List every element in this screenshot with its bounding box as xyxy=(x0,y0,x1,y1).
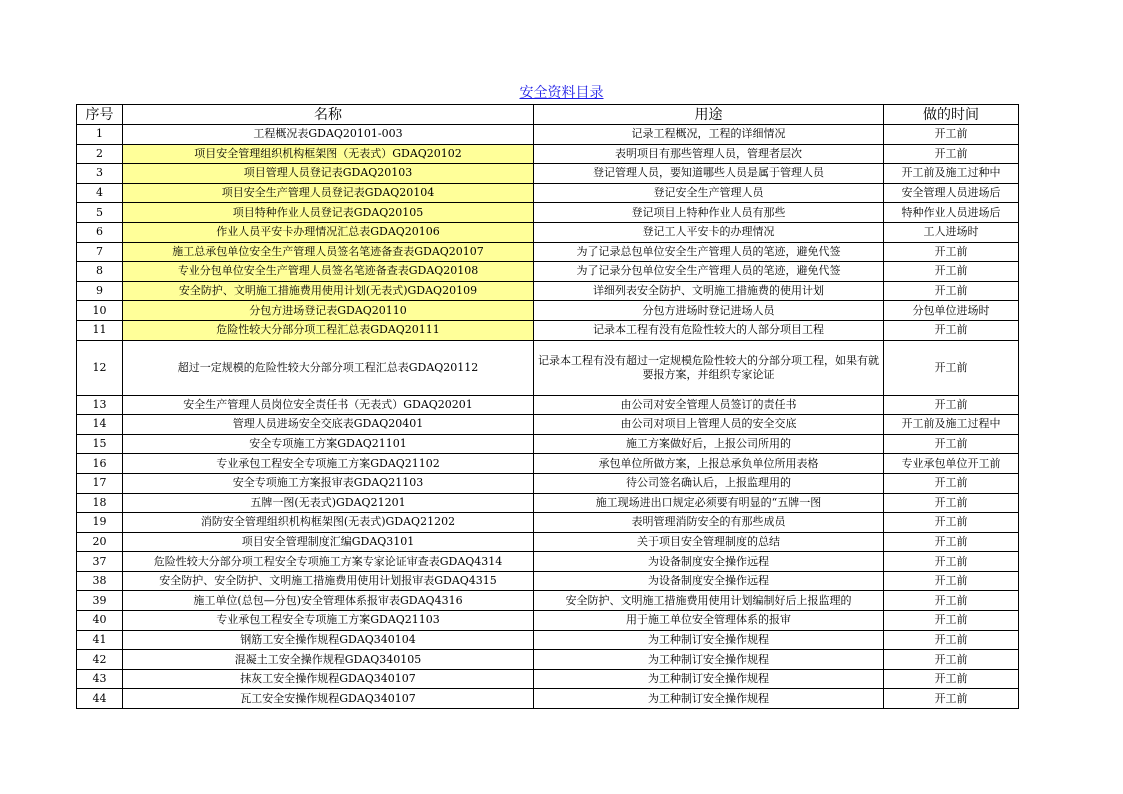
row-time-cell: 开工前 xyxy=(884,340,1019,395)
row-number-cell: 2 xyxy=(77,144,123,164)
row-use-cell: 记录本工程有没有危险性较大的人部分项目工程 xyxy=(534,320,884,340)
row-number-cell: 7 xyxy=(77,242,123,262)
row-name-cell: 专业分包单位安全生产管理人员签名笔迹备查表GDAQ20108 xyxy=(123,262,534,282)
row-name-cell: 安全防护、安全防护、文明施工措施费用使用计划报审表GDAQ4315 xyxy=(123,571,534,591)
row-number-cell: 43 xyxy=(77,669,123,689)
table-row xyxy=(77,611,1019,631)
row-number-cell: 19 xyxy=(77,513,123,533)
table-row xyxy=(77,591,1019,611)
row-name-cell: 施工单位(总包—分包)安全管理体系报审表GDAQ4316 xyxy=(123,591,534,611)
row-name-cell: 工程概况表GDAQ20101-003 xyxy=(123,125,534,145)
row-number-cell: 15 xyxy=(77,434,123,454)
row-number-cell: 1 xyxy=(77,125,123,145)
safety-catalog-title-link[interactable]: 安全资料目录 xyxy=(519,85,604,101)
row-name-cell: 项目安全生产管理人员登记表GDAQ20104 xyxy=(123,183,534,203)
row-time-cell: 开工前 xyxy=(884,650,1019,670)
table-row xyxy=(77,340,1019,395)
table-row xyxy=(77,552,1019,572)
row-name-cell: 项目管理人员登记表GDAQ20103 xyxy=(123,164,534,184)
row-use-cell: 施工方案做好后，上报公司所用的 xyxy=(534,434,884,454)
row-number-cell: 12 xyxy=(77,340,123,395)
row-number-cell: 8 xyxy=(77,262,123,282)
table-row xyxy=(77,415,1019,435)
row-time-cell: 开工前 xyxy=(884,532,1019,552)
row-number-cell: 38 xyxy=(77,571,123,591)
table-row xyxy=(77,532,1019,552)
table-row xyxy=(77,493,1019,513)
row-time-cell: 开工前 xyxy=(884,571,1019,591)
row-name-cell: 钢筋工安全操作规程GDAQ340104 xyxy=(123,630,534,650)
row-number-cell: 39 xyxy=(77,591,123,611)
row-time-cell: 开工前 xyxy=(884,281,1019,301)
table-row xyxy=(77,454,1019,474)
row-number-cell: 3 xyxy=(77,164,123,184)
row-number-cell: 18 xyxy=(77,493,123,513)
row-time-cell: 开工前 xyxy=(884,125,1019,145)
row-time-cell: 工人进场时 xyxy=(884,222,1019,242)
table-row xyxy=(77,301,1019,321)
row-name-cell: 五牌一图(无表式)GDAQ21201 xyxy=(123,493,534,513)
header-row xyxy=(77,105,1019,125)
row-time-cell: 专业承包单位开工前 xyxy=(884,454,1019,474)
row-use-cell: 为设备制度安全操作远程 xyxy=(534,552,884,572)
table-row xyxy=(77,669,1019,689)
row-use-cell: 登记管理人员，要知道哪些人员是属于管理人员 xyxy=(534,164,884,184)
row-use-cell: 安全防护、文明施工措施费用使用计划编制好后上报监理的 xyxy=(534,591,884,611)
row-name-cell: 安全防护、文明施工措施费用使用计划(无表式)GDAQ20109 xyxy=(123,281,534,301)
row-number-cell: 16 xyxy=(77,454,123,474)
header-name: 名称 xyxy=(123,105,534,125)
table-row xyxy=(77,513,1019,533)
row-use-cell: 关于项目安全管理制度的总结 xyxy=(534,532,884,552)
row-name-cell: 瓦工安全安操作规程GDAQ340107 xyxy=(123,689,534,709)
row-time-cell: 开工前 xyxy=(884,320,1019,340)
table-row xyxy=(77,242,1019,262)
table-row xyxy=(77,203,1019,223)
row-number-cell: 10 xyxy=(77,301,123,321)
row-time-cell: 安全管理人员进场后 xyxy=(884,183,1019,203)
row-name-cell: 混凝土工安全操作规程GDAQ340105 xyxy=(123,650,534,670)
row-time-cell: 开工前 xyxy=(884,630,1019,650)
row-time-cell: 开工前及施工过程中 xyxy=(884,415,1019,435)
table-row xyxy=(77,434,1019,454)
table-row xyxy=(77,144,1019,164)
row-number-cell: 40 xyxy=(77,611,123,631)
row-number-cell: 9 xyxy=(77,281,123,301)
row-use-cell: 为工种制订安全操作规程 xyxy=(534,630,884,650)
row-time-cell: 开工前 xyxy=(884,144,1019,164)
row-time-cell: 开工前及施工过种中 xyxy=(884,164,1019,184)
row-time-cell: 开工前 xyxy=(884,689,1019,709)
table-row xyxy=(77,222,1019,242)
row-time-cell: 开工前 xyxy=(884,611,1019,631)
row-name-cell: 项目安全管理制度汇编GDAQ3101 xyxy=(123,532,534,552)
row-time-cell: 开工前 xyxy=(884,493,1019,513)
row-time-cell: 开工前 xyxy=(884,473,1019,493)
row-name-cell: 安全专项施工方案报审表GDAQ21103 xyxy=(123,473,534,493)
row-number-cell: 37 xyxy=(77,552,123,572)
row-use-cell: 表明管理消防安全的有那些成员 xyxy=(534,513,884,533)
table-row xyxy=(77,571,1019,591)
header-no: 序号 xyxy=(77,105,123,125)
title-container xyxy=(0,82,1123,102)
row-use-cell: 为了记录分包单位安全生产管理人员的笔迹，避免代签 xyxy=(534,262,884,282)
header-use: 用途 xyxy=(534,105,884,125)
row-name-cell: 专业承包工程安全专项施工方案GDAQ21103 xyxy=(123,611,534,631)
row-use-cell: 登记安全生产管理人员 xyxy=(534,183,884,203)
table-row xyxy=(77,630,1019,650)
row-number-cell: 11 xyxy=(77,320,123,340)
table-row xyxy=(77,281,1019,301)
row-use-cell: 为工种制订安全操作规程 xyxy=(534,689,884,709)
catalog-table xyxy=(76,104,1019,709)
row-use-cell: 承包单位所做方案，上报总承负单位所用表格 xyxy=(534,454,884,474)
row-time-cell: 特种作业人员进场后 xyxy=(884,203,1019,223)
header-time: 做的时间 xyxy=(884,105,1019,125)
row-use-cell: 由公司对项目上管理人员的安全交底 xyxy=(534,415,884,435)
row-name-cell: 消防安全管理组织机构框架图(无表式)GDAQ21202 xyxy=(123,513,534,533)
row-use-cell: 记录本工程有没有超过一定规模危险性较大的分部分项工程，如果有就要报方案，并组织专家论证 xyxy=(534,340,884,395)
row-use-cell: 记录工程概况，工程的详细情况 xyxy=(534,125,884,145)
row-use-cell: 为工种制订安全操作规程 xyxy=(534,669,884,689)
table-row xyxy=(77,689,1019,709)
row-time-cell: 开工前 xyxy=(884,552,1019,572)
row-name-cell: 管理人员进场安全交底表GDAQ20401 xyxy=(123,415,534,435)
row-time-cell: 开工前 xyxy=(884,591,1019,611)
row-time-cell: 开工前 xyxy=(884,434,1019,454)
row-number-cell: 41 xyxy=(77,630,123,650)
row-use-cell: 为设备制度安全操作远程 xyxy=(534,571,884,591)
row-number-cell: 14 xyxy=(77,415,123,435)
row-name-cell: 项目安全管理组织机构框架图（无表式）GDAQ20102 xyxy=(123,144,534,164)
row-time-cell: 开工前 xyxy=(884,513,1019,533)
row-number-cell: 42 xyxy=(77,650,123,670)
table-row xyxy=(77,395,1019,415)
row-number-cell: 13 xyxy=(77,395,123,415)
row-name-cell: 专业承包工程安全专项施工方案GDAQ21102 xyxy=(123,454,534,474)
row-name-cell: 安全专项施工方案GDAQ21101 xyxy=(123,434,534,454)
row-use-cell: 详细列表安全防护、文明施工措施费的使用计划 xyxy=(534,281,884,301)
row-use-cell: 施工现场进出口规定必须要有明显的“五牌一图 xyxy=(534,493,884,513)
row-name-cell: 抹灰工安全操作规程GDAQ340107 xyxy=(123,669,534,689)
row-name-cell: 超过一定规模的危险性较大分部分项工程汇总表GDAQ20112 xyxy=(123,340,534,395)
row-name-cell: 项目特种作业人员登记表GDAQ20105 xyxy=(123,203,534,223)
row-number-cell: 17 xyxy=(77,473,123,493)
row-use-cell: 为工种制订安全操作规程 xyxy=(534,650,884,670)
row-name-cell: 施工总承包单位安全生产管理人员签名笔迹备查表GDAQ20107 xyxy=(123,242,534,262)
row-name-cell: 安全生产管理人员岗位安全责任书（无表式）GDAQ20201 xyxy=(123,395,534,415)
row-use-cell: 为了记录总包单位安全生产管理人员的笔迹，避免代签 xyxy=(534,242,884,262)
table-row xyxy=(77,473,1019,493)
row-number-cell: 4 xyxy=(77,183,123,203)
row-use-cell: 用于施工单位安全管理体系的报审 xyxy=(534,611,884,631)
row-time-cell: 开工前 xyxy=(884,262,1019,282)
table-row xyxy=(77,650,1019,670)
row-name-cell: 作业人员平安卡办理情况汇总表GDAQ20106 xyxy=(123,222,534,242)
table-row xyxy=(77,320,1019,340)
row-name-cell: 危险性较大分部分项工程汇总表GDAQ20111 xyxy=(123,320,534,340)
row-use-cell: 分包方进场时登记进场人员 xyxy=(534,301,884,321)
table-row xyxy=(77,164,1019,184)
table-row xyxy=(77,125,1019,145)
row-use-cell: 由公司对安全管理人员签订的责任书 xyxy=(534,395,884,415)
row-number-cell: 5 xyxy=(77,203,123,223)
row-name-cell: 危险性较大分部分项工程安全专项施工方案专家论证审查表GDAQ4314 xyxy=(123,552,534,572)
row-time-cell: 开工前 xyxy=(884,669,1019,689)
row-use-cell: 登记工人平安卡的办理情况 xyxy=(534,222,884,242)
table-row xyxy=(77,262,1019,282)
row-number-cell: 6 xyxy=(77,222,123,242)
row-number-cell: 20 xyxy=(77,532,123,552)
row-use-cell: 待公司签名确认后，上报监理用的 xyxy=(534,473,884,493)
row-time-cell: 开工前 xyxy=(884,242,1019,262)
row-use-cell: 表明项目有那些管理人员，管理者层次 xyxy=(534,144,884,164)
row-time-cell: 分包单位进场时 xyxy=(884,301,1019,321)
row-use-cell: 登记项目上特种作业人员有那些 xyxy=(534,203,884,223)
row-time-cell: 开工前 xyxy=(884,395,1019,415)
table-row xyxy=(77,183,1019,203)
row-name-cell: 分包方进场登记表GDAQ20110 xyxy=(123,301,534,321)
row-number-cell: 44 xyxy=(77,689,123,709)
